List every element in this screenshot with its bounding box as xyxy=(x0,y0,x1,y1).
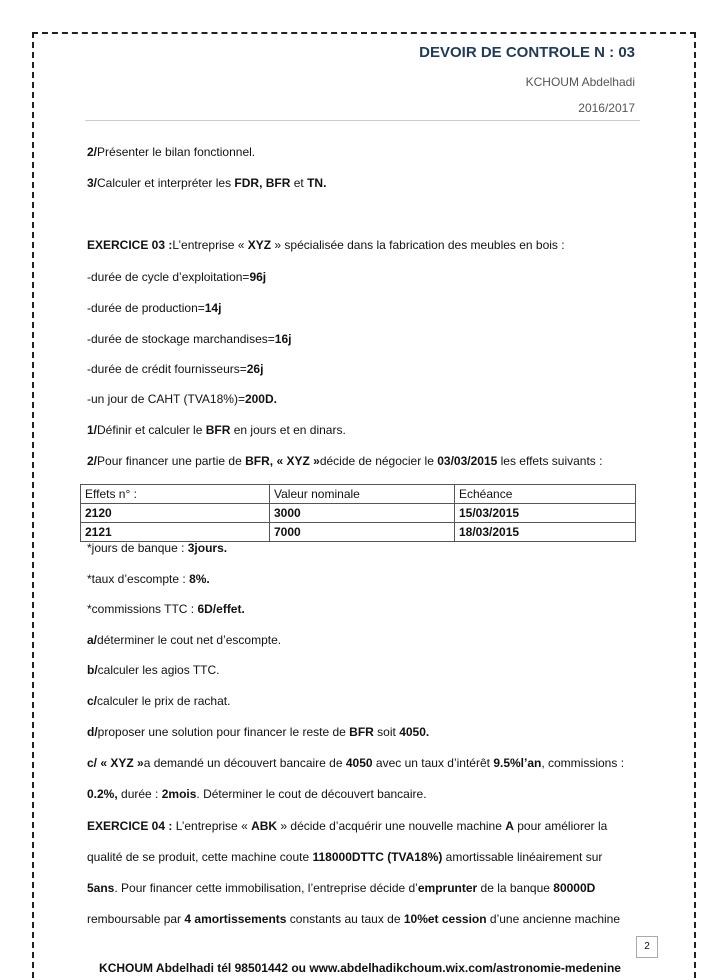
text-segment: . Pour financer cette immobilisation, l’entreprise décide d’ xyxy=(114,881,418,895)
text-segment: amortissable linéairement sur xyxy=(442,850,603,864)
text-line xyxy=(87,541,227,555)
text-segment: 8%. xyxy=(189,572,210,586)
text-segment: qualité de se produit, cette machine coute xyxy=(87,850,313,864)
text-line xyxy=(87,663,220,677)
text-segment: et xyxy=(290,176,308,190)
text-segment: Calculer et interpréter les xyxy=(97,176,235,190)
text-line xyxy=(87,633,281,647)
text-segment: Présenter le bilan fonctionnel. xyxy=(97,145,256,159)
text-segment: en jours et en dinars. xyxy=(230,423,346,437)
text-segment: 1/ xyxy=(87,423,98,437)
text-segment: 4050 xyxy=(345,756,373,770)
text-segment: 0.2%, xyxy=(87,787,118,801)
text-segment: 80000D xyxy=(553,881,596,895)
text-segment: calculer le prix de rachat. xyxy=(97,694,231,708)
text-segment: de la banque xyxy=(477,881,554,895)
table-header: Valeur nominale xyxy=(270,485,455,504)
text-segment: remboursable par xyxy=(87,912,185,926)
text-segment: 200D. xyxy=(244,392,277,406)
text-line xyxy=(87,819,607,833)
table-cell: 3000 xyxy=(270,504,455,523)
text-segment: Pour financer une partie de xyxy=(97,454,246,468)
text-segment: 118000DTTC (TVA18%) xyxy=(312,850,443,864)
author-name: KCHOUM Abdelhadi xyxy=(525,75,635,89)
text-segment: pour améliorer la xyxy=(513,819,608,833)
header-divider xyxy=(85,120,640,121)
school-year: 2016/2017 xyxy=(578,101,635,115)
text-segment: 4 amortissements xyxy=(184,912,287,926)
text-segment: 4050. xyxy=(399,725,430,739)
text-segment: 9.5%l’an xyxy=(493,756,542,770)
text-line xyxy=(87,176,326,190)
text-segment: Définir et calculer le xyxy=(97,423,206,437)
table-row xyxy=(81,523,636,542)
text-segment: -durée de crédit fournisseurs= xyxy=(87,362,247,376)
table-header: Effets n° : xyxy=(81,485,270,504)
text-segment: EXERCICE 03 : xyxy=(87,238,173,252)
effets-table xyxy=(80,484,636,542)
table-header: Echéance xyxy=(455,485,636,504)
text-segment: BFR xyxy=(349,725,374,739)
text-segment: L’entreprise « xyxy=(172,238,248,252)
text-segment: constants au taux de xyxy=(286,912,404,926)
text-segment: 26j xyxy=(246,362,264,376)
text-segment: d’une ancienne machine xyxy=(486,912,621,926)
table-cell: 2121 xyxy=(81,523,270,542)
text-line xyxy=(87,725,429,739)
text-segment: FDR, BFR xyxy=(234,176,291,190)
footer: KCHOUM Abdelhadi tél 98501442 ou www.abdelhadikchoum.wix.com/astronomie-medenine xyxy=(99,961,621,975)
text-line xyxy=(87,787,427,801)
text-segment: -durée de stockage marchandises= xyxy=(87,332,275,346)
text-line xyxy=(87,912,620,926)
text-segment: déterminer le cout net d’escompte. xyxy=(97,633,282,647)
text-line xyxy=(87,423,346,437)
text-segment: 10%et cession xyxy=(403,912,487,926)
text-segment: 2mois xyxy=(161,787,197,801)
text-segment: 14j xyxy=(204,301,222,315)
text-line xyxy=(87,694,230,708)
text-segment: 03/03/2015 xyxy=(437,454,498,468)
text-segment: . Déterminer le cout de découvert bancaire. xyxy=(196,787,427,801)
text-segment: TN. xyxy=(307,176,327,190)
text-line xyxy=(87,270,266,284)
text-segment: 2/ xyxy=(87,145,98,159)
text-line xyxy=(87,850,602,864)
table-cell: 7000 xyxy=(270,523,455,542)
text-segment: durée : xyxy=(117,787,162,801)
text-segment: a demandé un découvert bancaire de xyxy=(143,756,346,770)
text-line xyxy=(87,238,565,252)
text-segment: 16j xyxy=(274,332,292,346)
text-line xyxy=(87,602,245,616)
text-segment: XYZ xyxy=(247,238,272,252)
text-segment: calculer les agios TTC. xyxy=(97,663,220,677)
text-segment: -durée de cycle d’exploitation= xyxy=(87,270,250,284)
text-line xyxy=(87,572,210,586)
text-segment: 3/ xyxy=(87,176,98,190)
table-cell: 18/03/2015 xyxy=(455,523,636,542)
text-line xyxy=(87,362,263,376)
table-cell: 15/03/2015 xyxy=(455,504,636,523)
text-segment: BFR xyxy=(205,423,231,437)
text-line xyxy=(87,454,602,468)
text-line xyxy=(87,392,277,406)
text-segment: -un jour de CAHT (TVA18%)= xyxy=(87,392,245,406)
text-segment: , commissions : xyxy=(541,756,625,770)
text-segment: 6D/effet. xyxy=(197,602,245,616)
text-segment: emprunter xyxy=(417,881,478,895)
table-row xyxy=(81,504,636,523)
text-segment: b/ xyxy=(87,663,98,677)
text-segment: décide de négocier le xyxy=(319,454,438,468)
text-line xyxy=(87,301,221,315)
text-segment: *commissions TTC : xyxy=(87,602,198,616)
text-segment: 2/ xyxy=(87,454,98,468)
text-segment: A xyxy=(505,819,514,833)
table-header-row xyxy=(81,485,636,504)
text-segment: c/ xyxy=(87,694,98,708)
text-segment: d/ xyxy=(87,725,98,739)
page-number: 2 xyxy=(636,936,658,958)
document-title: DEVOIR DE CONTROLE N : 03 xyxy=(419,44,635,61)
text-segment: c/ « XYZ » xyxy=(87,756,144,770)
text-segment: *jours de banque : xyxy=(87,541,188,555)
text-line xyxy=(87,881,595,895)
text-line xyxy=(87,145,255,159)
text-segment: 5ans xyxy=(87,881,115,895)
text-segment: » décide d’acquérir une nouvelle machine xyxy=(277,819,506,833)
text-segment: les effets suivants : xyxy=(497,454,603,468)
text-segment: EXERCICE 04 : xyxy=(87,819,173,833)
text-segment: soit xyxy=(373,725,400,739)
text-segment: BFR, « XYZ » xyxy=(245,454,320,468)
text-line xyxy=(87,756,624,770)
text-segment: 3jours. xyxy=(187,541,228,555)
text-segment: *taux d’escompte : xyxy=(87,572,190,586)
text-line xyxy=(87,332,291,346)
text-segment: avec un taux d’intérêt xyxy=(372,756,494,770)
text-segment: ABK xyxy=(251,819,278,833)
text-segment: proposer une solution pour financer le reste de xyxy=(97,725,350,739)
text-segment: a/ xyxy=(87,633,98,647)
table-cell: 2120 xyxy=(81,504,270,523)
text-segment: -durée de production= xyxy=(87,301,205,315)
text-segment: » spécialisée dans la fabrication des meubles en bois : xyxy=(271,238,565,252)
text-segment: L’entreprise « xyxy=(172,819,252,833)
text-segment: 96j xyxy=(249,270,267,284)
